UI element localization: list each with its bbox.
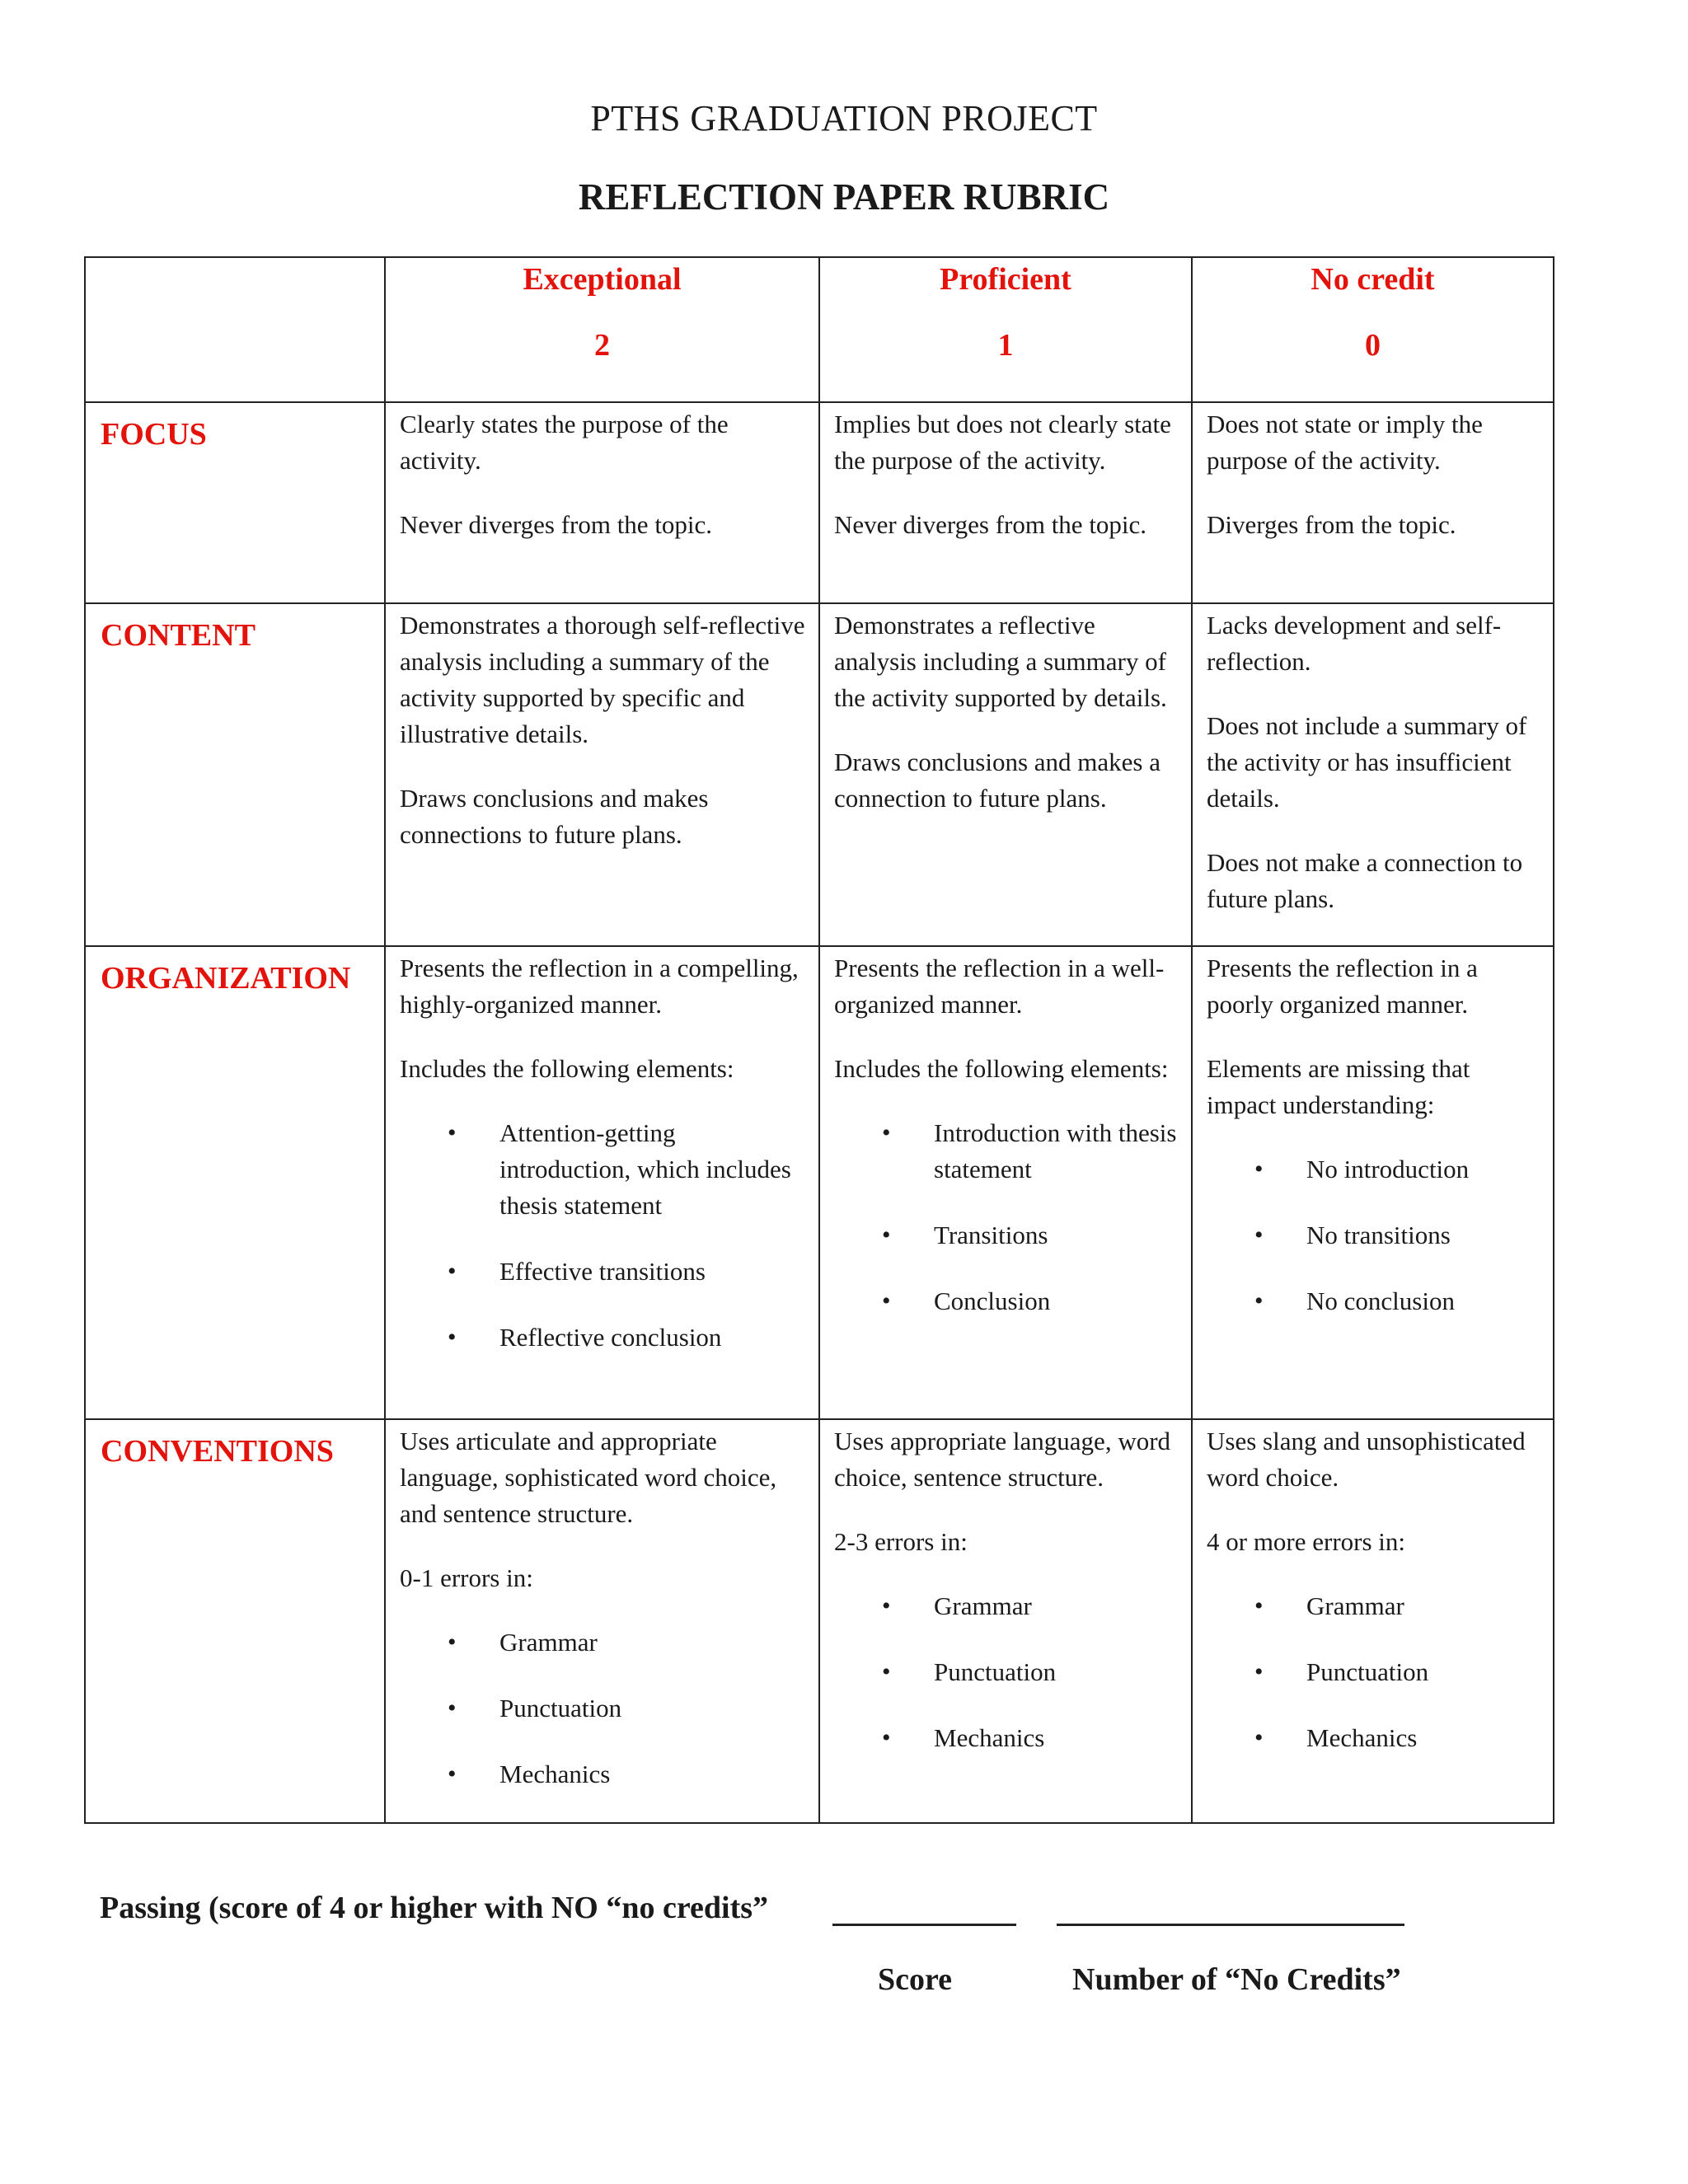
- criterion-label: ORGANIZATION: [85, 946, 385, 1419]
- list-item-text: Reflective conclusion: [499, 1323, 722, 1352]
- list-item: [400, 1756, 807, 1793]
- list-item: [400, 1115, 807, 1224]
- cell-text: Draws conclusions and makes a connection to future plans.: [834, 748, 1161, 813]
- rubric-cell: [385, 1419, 819, 1823]
- bullet-list: [400, 1624, 807, 1793]
- cell-text: Does not include a summary of the activity or has insufficient details.: [1207, 711, 1527, 813]
- level-label: No credit: [1311, 262, 1435, 297]
- cell-text: Includes the following elements:: [400, 1054, 734, 1083]
- cell-text: Presents the reflection in a poorly organized manner.: [1207, 954, 1478, 1019]
- list-item: [834, 1654, 1179, 1690]
- level-points: 2: [594, 328, 610, 363]
- rubric-cell: [385, 946, 819, 1419]
- cell-text: Demonstrates a thorough self-reflective analysis including a summary of the activity supported by specific and illustrative details.: [400, 611, 805, 748]
- list-item-text: Attention-getting introduction, which includes thesis statement: [499, 1118, 791, 1220]
- criterion-label: FOCUS: [85, 402, 385, 603]
- list-item: [1207, 1283, 1541, 1319]
- rubric-cell: [385, 402, 819, 603]
- bullet-icon: •: [448, 1324, 457, 1351]
- rubric-row: [85, 402, 1554, 603]
- rubric-cell: [1192, 946, 1554, 1419]
- rubric-row: [85, 1419, 1554, 1823]
- list-item: [1207, 1217, 1541, 1254]
- list-item-text: Mechanics: [499, 1760, 611, 1788]
- bullet-icon: •: [448, 1760, 457, 1788]
- cell-text: Presents the reflection in a well-organized manner.: [834, 954, 1165, 1019]
- list-item-text: Punctuation: [934, 1657, 1057, 1686]
- list-item-text: Mechanics: [1306, 1723, 1418, 1752]
- list-item: [834, 1588, 1179, 1624]
- bullet-icon: •: [448, 1629, 457, 1656]
- rubric-row: [85, 603, 1554, 946]
- page-title: PTHS GRADUATION PROJECT: [590, 98, 1098, 138]
- bullet-list: [834, 1115, 1179, 1319]
- cell-text: Does not state or imply the purpose of the activity.: [1207, 410, 1483, 475]
- list-item: [834, 1217, 1179, 1254]
- level-label: Proficient: [940, 262, 1071, 297]
- cell-text: Uses slang and unsophisticated word choice.: [1207, 1427, 1526, 1492]
- bullet-icon: •: [882, 1221, 891, 1249]
- rubric-cell: [819, 402, 1192, 603]
- list-item: [1207, 1720, 1541, 1756]
- list-item-text: Mechanics: [934, 1723, 1045, 1752]
- list-item: [1207, 1654, 1541, 1690]
- cell-text: Elements are missing that impact understanding:: [1207, 1054, 1470, 1119]
- level-header-exceptional: [385, 257, 819, 402]
- bullet-icon: •: [1254, 1592, 1264, 1619]
- bullet-list: [834, 1588, 1179, 1756]
- cell-text: 0-1 errors in:: [400, 1563, 533, 1592]
- list-item: [1207, 1151, 1541, 1188]
- bullet-list: [400, 1115, 807, 1356]
- rubric-title: REFLECTION PAPER RUBRIC: [578, 176, 1110, 218]
- bullet-icon: •: [1254, 1221, 1264, 1249]
- rubric-cell: [819, 1419, 1192, 1823]
- list-item: [834, 1115, 1179, 1188]
- list-item: [1207, 1588, 1541, 1624]
- score-label: Score: [878, 1962, 953, 1997]
- list-item-text: Punctuation: [1306, 1657, 1429, 1686]
- bullet-icon: •: [448, 1119, 457, 1146]
- criterion-label: CONVENTIONS: [85, 1419, 385, 1823]
- list-item-text: Introduction with thesis statement: [934, 1118, 1177, 1183]
- header-row: [85, 257, 1554, 402]
- list-item-text: No conclusion: [1306, 1286, 1455, 1315]
- bullet-icon: •: [1254, 1287, 1264, 1315]
- no-credits-label: Number of “No Credits”: [1072, 1962, 1401, 1997]
- cell-text: Demonstrates a reflective analysis including a summary of the activity supported by details.: [834, 611, 1167, 712]
- cell-text: 2-3 errors in:: [834, 1527, 968, 1556]
- level-points: 1: [997, 328, 1014, 363]
- bullet-icon: •: [1254, 1155, 1264, 1183]
- bullet-list: [1207, 1151, 1541, 1319]
- list-item: [834, 1720, 1179, 1756]
- cell-text: Clearly states the purpose of the activity.: [400, 410, 729, 475]
- bullet-icon: •: [882, 1119, 891, 1146]
- list-item-text: Punctuation: [499, 1694, 622, 1722]
- rubric-cell: [1192, 402, 1554, 603]
- bullet-icon: •: [882, 1287, 891, 1315]
- rubric-cell: [385, 603, 819, 946]
- level-label: Exceptional: [523, 262, 682, 297]
- criterion-label: CONTENT: [85, 603, 385, 946]
- cell-text: Never diverges from the topic.: [400, 510, 713, 539]
- list-item-text: Conclusion: [934, 1286, 1051, 1315]
- no-credits-blank-line[interactable]: [1057, 1924, 1404, 1926]
- cell-text: Does not make a connection to future plans.: [1207, 848, 1523, 913]
- list-item-text: Grammar: [1306, 1591, 1404, 1620]
- bullet-list: [1207, 1588, 1541, 1756]
- list-item: [400, 1690, 807, 1727]
- bullet-icon: •: [882, 1724, 891, 1751]
- bullet-icon: •: [1254, 1724, 1264, 1751]
- list-item: [400, 1319, 807, 1356]
- level-points: 0: [1365, 328, 1381, 363]
- cell-text: Diverges from the topic.: [1207, 510, 1456, 539]
- rubric-row: [85, 946, 1554, 1419]
- cell-text: 4 or more errors in:: [1207, 1527, 1406, 1556]
- bullet-icon: •: [1254, 1658, 1264, 1685]
- rubric-cell: [1192, 603, 1554, 946]
- level-header-no-credit: [1192, 257, 1554, 402]
- cell-text: Draws conclusions and makes connections to future plans.: [400, 784, 709, 849]
- list-item-text: Grammar: [499, 1628, 598, 1657]
- list-item-text: Effective transitions: [499, 1257, 706, 1286]
- list-item-text: No transitions: [1306, 1221, 1451, 1249]
- cell-text: Uses articulate and appropriate language, sophisticated word choice, and sentence structure.: [400, 1427, 777, 1528]
- bullet-icon: •: [882, 1658, 891, 1685]
- cell-text: Implies but does not clearly state the purpose of the activity.: [834, 410, 1171, 475]
- list-item-text: No introduction: [1306, 1155, 1470, 1183]
- list-item: [834, 1283, 1179, 1319]
- list-item: [400, 1254, 807, 1290]
- cell-text: Includes the following elements:: [834, 1054, 1169, 1083]
- list-item-text: Transitions: [934, 1221, 1048, 1249]
- level-header-proficient: [819, 257, 1192, 402]
- rubric-table: [84, 256, 1554, 1824]
- score-blank-line[interactable]: [832, 1924, 1016, 1926]
- cell-text: Uses appropriate language, word choice, sentence structure.: [834, 1427, 1171, 1492]
- bullet-icon: •: [448, 1258, 457, 1285]
- rubric-cell: [819, 603, 1192, 946]
- header-blank-cell: [85, 257, 385, 402]
- rubric-cell: [819, 946, 1192, 1419]
- rubric-cell: [1192, 1419, 1554, 1823]
- cell-text: Presents the reflection in a compelling, highly-organized manner.: [400, 954, 799, 1019]
- bullet-icon: •: [882, 1592, 891, 1619]
- list-item: [400, 1624, 807, 1661]
- cell-text: Never diverges from the topic.: [834, 510, 1147, 539]
- passing-statement: Passing (score of 4 or higher with NO “no credits”: [100, 1891, 769, 1925]
- cell-text: Lacks development and self-reflection.: [1207, 611, 1502, 676]
- list-item-text: Grammar: [934, 1591, 1032, 1620]
- bullet-icon: •: [448, 1694, 457, 1722]
